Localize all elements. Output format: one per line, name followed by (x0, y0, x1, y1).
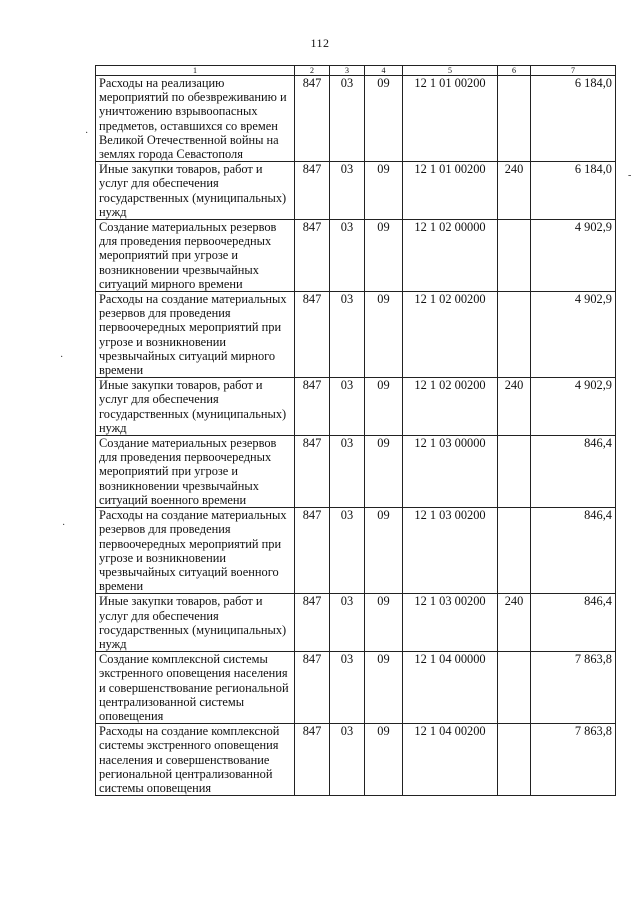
expense-type-code (498, 724, 531, 796)
amount: 4 902,9 (531, 292, 616, 378)
subsection-code: 09 (365, 594, 403, 652)
amount: 6 184,0 (531, 162, 616, 220)
table-row (96, 508, 616, 594)
subsection-code: 09 (365, 508, 403, 594)
expense-type-code: 240 (498, 594, 531, 652)
expense-name: Иные закупки товаров, работ и услуг для обеспечения государственных (муниципальных) нужд (96, 162, 295, 220)
expense-type-code: 240 (498, 378, 531, 436)
subsection-code: 09 (365, 220, 403, 292)
subsection-code: 09 (365, 652, 403, 724)
section-code: 03 (330, 292, 365, 378)
amount: 7 863,8 (531, 724, 616, 796)
ministry-code: 847 (295, 652, 330, 724)
expense-name: Расходы на создание материальных резервов для проведения первоочередных мероприятий при угрозе и возникновении чрезвычайных ситуаций военного времени (96, 508, 295, 594)
header-cell: 5 (403, 66, 498, 76)
subsection-code: 09 (365, 292, 403, 378)
expense-name: Создание материальных резервов для проведения первоочередных мероприятий при угрозе и возникновении чрезвычайных ситуаций военного времени (96, 436, 295, 508)
target-article-code: 12 1 03 00200 (403, 508, 498, 594)
subsection-code: 09 (365, 162, 403, 220)
ministry-code: 847 (295, 162, 330, 220)
section-code: 03 (330, 220, 365, 292)
expense-name: Создание комплексной системы экстренного оповещения населения и совершенствование региональной централизованной системы оповещения (96, 652, 295, 724)
header-cell: 7 (531, 66, 616, 76)
expense-name: Иные закупки товаров, работ и услуг для обеспечения государственных (муниципальных) нужд (96, 378, 295, 436)
target-article-code: 12 1 04 00200 (403, 724, 498, 796)
table-row (96, 76, 616, 162)
ministry-code: 847 (295, 292, 330, 378)
header-row (96, 66, 616, 76)
target-article-code: 12 1 03 00200 (403, 594, 498, 652)
ministry-code: 847 (295, 508, 330, 594)
table-row (96, 378, 616, 436)
subsection-code: 09 (365, 378, 403, 436)
amount: 846,4 (531, 594, 616, 652)
header-cell: 6 (498, 66, 531, 76)
header-cell: 2 (295, 66, 330, 76)
amount: 4 902,9 (531, 378, 616, 436)
ministry-code: 847 (295, 594, 330, 652)
section-code: 03 (330, 594, 365, 652)
scan-speck: · (62, 520, 66, 531)
scan-speck: · (60, 352, 64, 363)
ministry-code: 847 (295, 220, 330, 292)
expense-type-code (498, 652, 531, 724)
section-code: 03 (330, 724, 365, 796)
section-code: 03 (330, 76, 365, 162)
amount: 846,4 (531, 436, 616, 508)
expense-name: Расходы на создание материальных резервов для проведения первоочередных мероприятий при угрозе и возникновении чрезвычайных ситуаций мирного времени (96, 292, 295, 378)
target-article-code: 12 1 02 00000 (403, 220, 498, 292)
table-row (96, 724, 616, 796)
expense-type-code (498, 76, 531, 162)
subsection-code: 09 (365, 436, 403, 508)
amount: 4 902,9 (531, 220, 616, 292)
expense-name: Создание материальных резервов для проведения первоочередных мероприятий при угрозе и возникновении чрезвычайных ситуаций мирного времени (96, 220, 295, 292)
expense-type-code (498, 436, 531, 508)
expense-type-code (498, 292, 531, 378)
target-article-code: 12 1 02 00200 (403, 378, 498, 436)
expense-type-code (498, 220, 531, 292)
target-article-code: 12 1 03 00000 (403, 436, 498, 508)
ministry-code: 847 (295, 378, 330, 436)
expense-name: Иные закупки товаров, работ и услуг для обеспечения государственных (муниципальных) нужд (96, 594, 295, 652)
page-number: 112 (310, 36, 330, 50)
section-code: 03 (330, 162, 365, 220)
section-code: 03 (330, 508, 365, 594)
scan-speck: - (628, 170, 632, 181)
table-row (96, 162, 616, 220)
amount: 6 184,0 (531, 76, 616, 162)
amount: 846,4 (531, 508, 616, 594)
budget-table (95, 65, 616, 796)
target-article-code: 12 1 04 00000 (403, 652, 498, 724)
target-article-code: 12 1 01 00200 (403, 76, 498, 162)
header-cell: 4 (365, 66, 403, 76)
header-cell: 1 (96, 66, 295, 76)
scan-speck: · (85, 128, 89, 139)
section-code: 03 (330, 652, 365, 724)
target-article-code: 12 1 01 00200 (403, 162, 498, 220)
table-row (96, 436, 616, 508)
ministry-code: 847 (295, 436, 330, 508)
table-row (96, 594, 616, 652)
header-cell: 3 (330, 66, 365, 76)
table-row (96, 220, 616, 292)
expense-name: Расходы на создание комплексной системы экстренного оповещения населения и совершенствование региональной централизованной системы оповещения (96, 724, 295, 796)
table-row (96, 652, 616, 724)
target-article-code: 12 1 02 00200 (403, 292, 498, 378)
section-code: 03 (330, 436, 365, 508)
subsection-code: 09 (365, 76, 403, 162)
expense-name: Расходы на реализацию мероприятий по обезвреживанию и уничтожению взрывоопасных предметов, оставшихся со времен Великой Отечественной войны на землях города Севастополя (96, 76, 295, 162)
section-code: 03 (330, 378, 365, 436)
expense-type-code: 240 (498, 162, 531, 220)
ministry-code: 847 (295, 76, 330, 162)
amount: 7 863,8 (531, 652, 616, 724)
table-row (96, 292, 616, 378)
ministry-code: 847 (295, 724, 330, 796)
subsection-code: 09 (365, 724, 403, 796)
expense-type-code (498, 508, 531, 594)
